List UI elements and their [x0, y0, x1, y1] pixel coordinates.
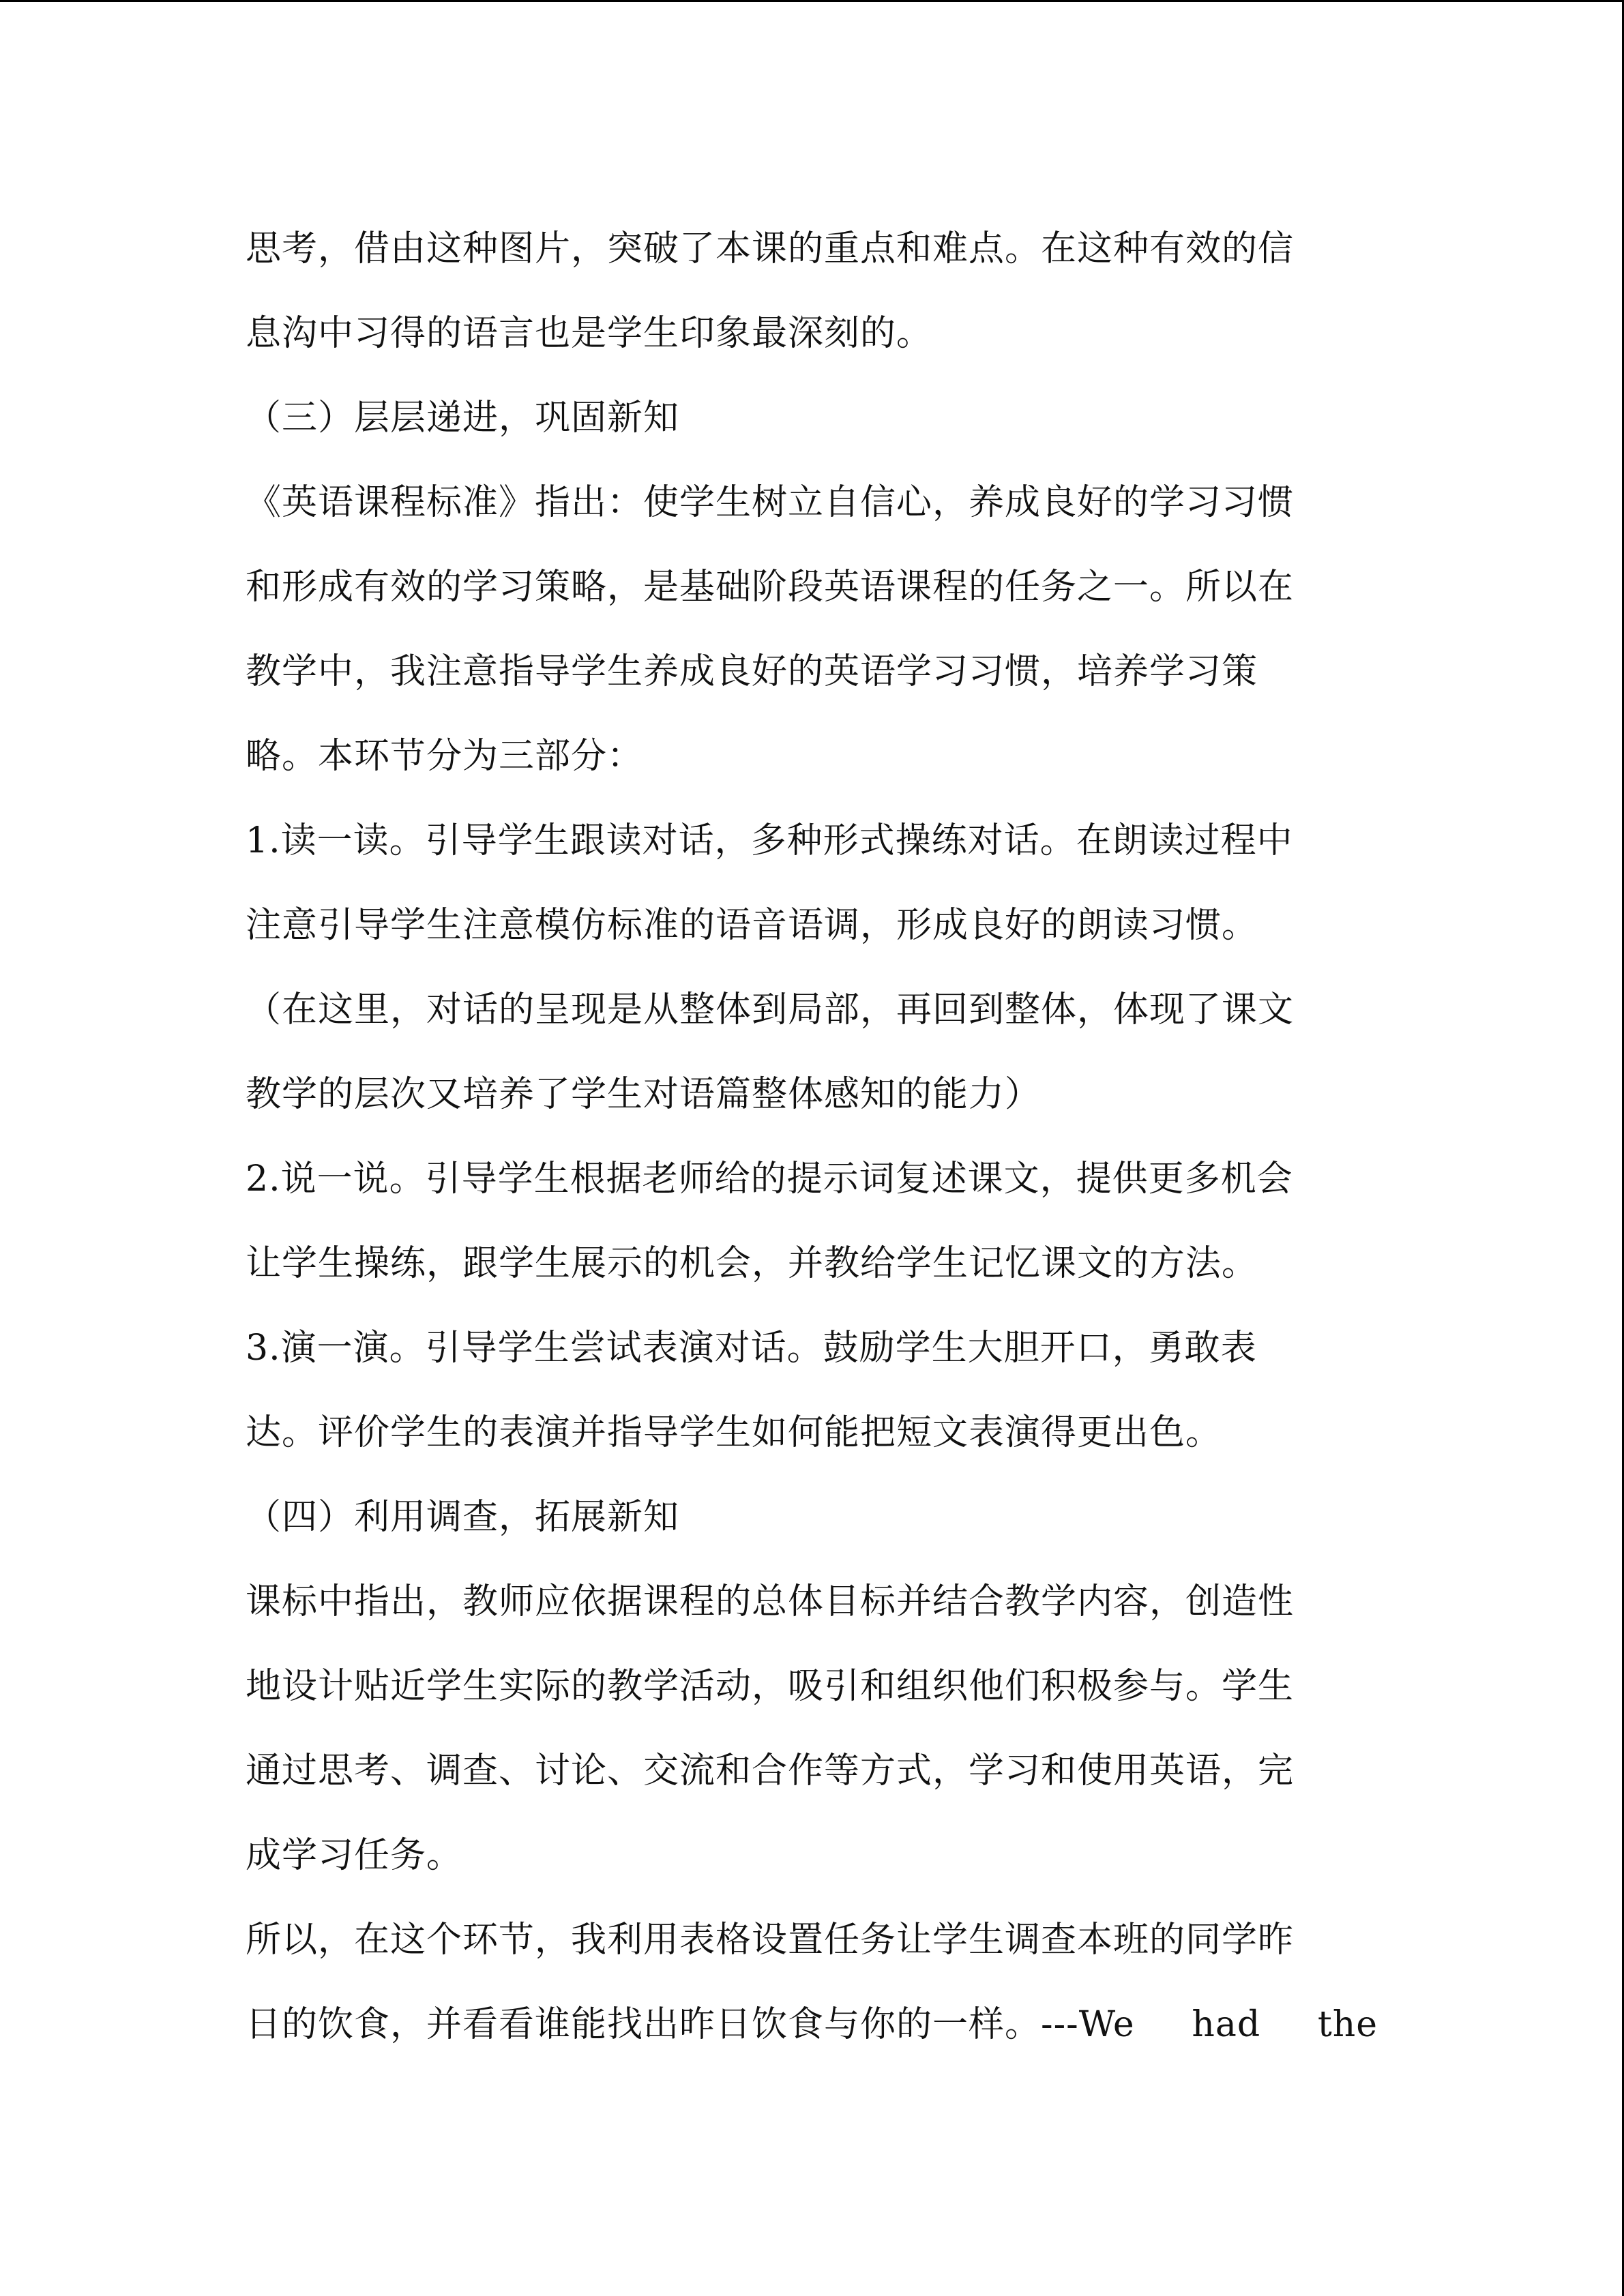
text-line-justified — [246, 1982, 1378, 2067]
section-heading: （四）利用调查，拓展新知 — [246, 1497, 680, 1538]
text-line: 课标中指出，教师应依据课程的总体目标并结合教学内容，创造性 — [246, 1581, 1295, 1622]
text-line: 注意引导学生注意模仿标准的语音语调，形成良好的朗读习惯。 — [246, 905, 1258, 946]
text-line: 2.说一说。引导学生根据老师给的提示词复述课文，提供更多机会 — [246, 1159, 1293, 1199]
text-segment: had — [1192, 2004, 1261, 2045]
text-line: 1.读一读。引导学生跟读对话，多种形式操练对话。在朗读过程中 — [246, 820, 1293, 861]
text-segment: 日的饮食，并看看谁能找出昨日饮食与你的一样。---We — [246, 2004, 1135, 2045]
text-line: 《英语课程标准》指出：使学生树立自信心，养成良好的学习习惯 — [246, 482, 1295, 523]
text-line: 地设计贴近学生实际的教学活动，吸引和组织他们积极参与。学生 — [246, 1666, 1295, 1707]
text-line: 让学生操练，跟学生展示的机会，并教给学生记忆课文的方法。 — [246, 1243, 1258, 1284]
text-line: 3.演一演。引导学生尝试表演对话。鼓励学生大胆开口，勇敢表 — [246, 1328, 1257, 1369]
text-line: 息沟中习得的语言也是学生印象最深刻的。 — [246, 313, 933, 354]
text-segment: the — [1317, 2004, 1378, 2045]
document-body — [246, 207, 1378, 2067]
text-line: 所以，在这个环节，我利用表格设置任务让学生调查本班的同学昨 — [246, 1920, 1295, 1960]
text-line: 教学中，我注意指导学生养成良好的英语学习习惯，培养学习策 — [246, 651, 1258, 692]
text-line: 达。评价学生的表演并指导学生如何能把短文表演得更出色。 — [246, 1412, 1222, 1453]
text-line: 成学习任务。 — [246, 1835, 463, 1876]
text-line: 和形成有效的学习策略，是基础阶段英语课程的任务之一。所以在 — [246, 567, 1295, 608]
section-heading: （三）层层递进，巩固新知 — [246, 398, 680, 438]
text-line: 思考，借由这种图片，突破了本课的重点和难点。在这种有效的信 — [246, 228, 1295, 269]
text-line: （在这里，对话的呈现是从整体到局部，再回到整体，体现了课文 — [246, 989, 1295, 1030]
text-line: 教学的层次又培养了学生对语篇整体感知的能力） — [246, 1074, 1042, 1115]
text-line: 略。本环节分为三部分： — [246, 736, 644, 777]
text-line: 通过思考、调查、讨论、交流和合作等方式，学习和使用英语，完 — [246, 1750, 1295, 1791]
